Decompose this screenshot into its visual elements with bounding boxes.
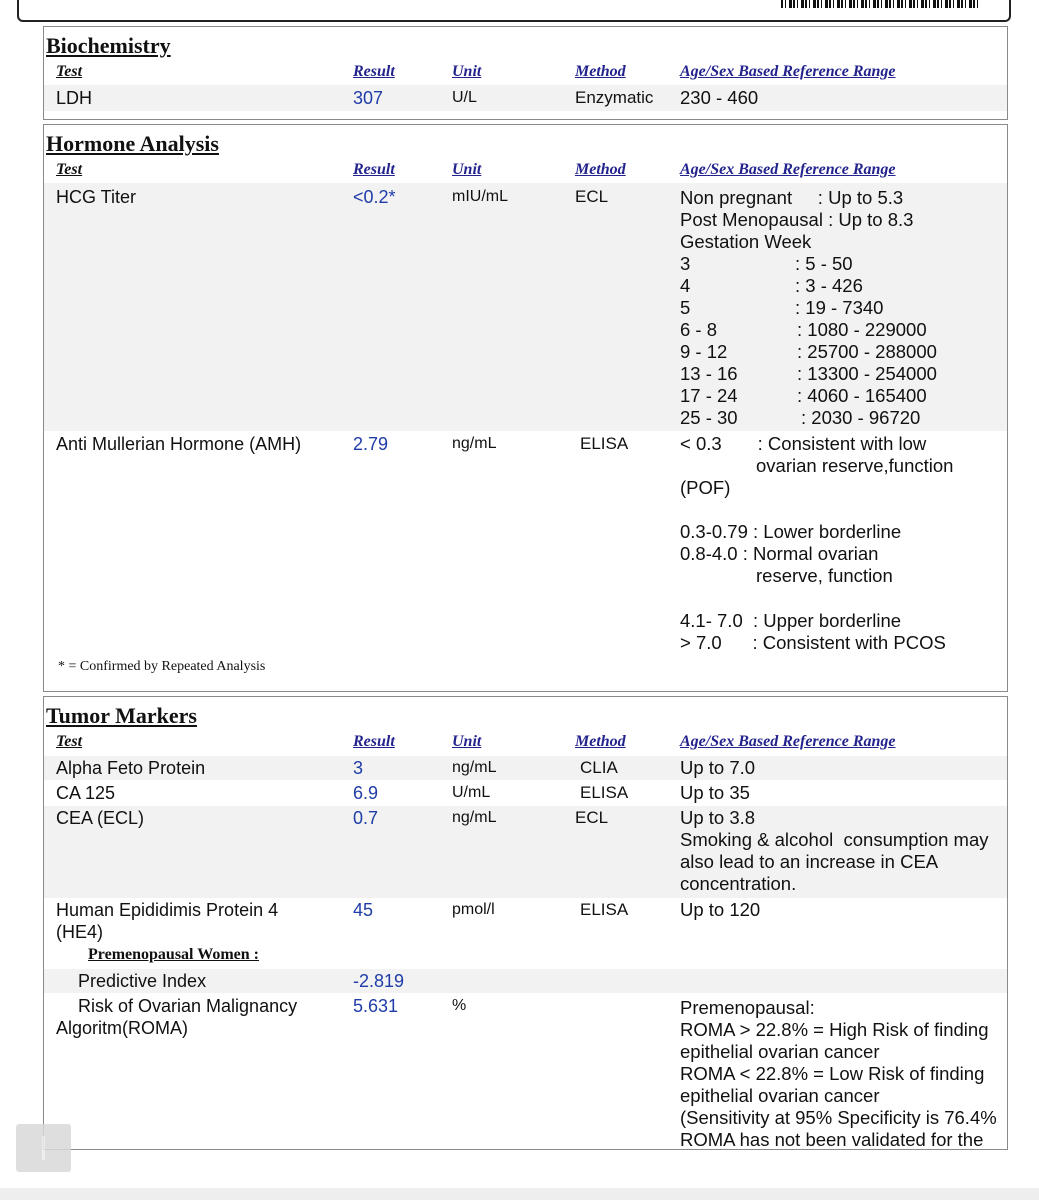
premenopausal-subheading: Premenopausal Women :: [88, 946, 259, 963]
gestation-week: 25 - 30: [680, 407, 738, 428]
unit: mIU/mL: [452, 188, 508, 205]
gestation-week: 13 - 16: [680, 363, 738, 384]
test-name: Predictive Index: [78, 971, 207, 991]
result-value: -2.819: [353, 971, 405, 991]
barcode: [781, 0, 981, 8]
unit: U/L: [452, 89, 477, 106]
reference-line: Up to 3.8: [680, 807, 756, 828]
gestation-week: 17 - 24: [680, 385, 738, 406]
reference-range: Up to 7.0: [680, 757, 756, 778]
table-row: [44, 898, 1007, 968]
footnote: * = Confirmed by Repeated Analysis: [58, 659, 266, 674]
result-value: <0.2*: [353, 187, 396, 207]
reference-line: concentration.: [680, 873, 797, 894]
test-name: CEA (ECL): [56, 808, 145, 828]
gestation-range: : 1080 - 229000: [797, 319, 927, 340]
result-value: 5.631: [353, 996, 399, 1016]
test-name: LDH: [56, 88, 93, 108]
gestation-range: : 2030 - 96720: [801, 407, 921, 428]
method: ECL: [575, 808, 609, 827]
scroll-to-top-button[interactable]: [16, 1124, 71, 1172]
header-method: Method: [575, 161, 626, 178]
section-title: Tumor Markers: [46, 703, 197, 728]
header-method: Method: [575, 733, 626, 750]
table-row: [44, 85, 1007, 111]
header-method: Method: [575, 63, 626, 80]
result-value: 45: [353, 900, 374, 920]
reference-line: epithelial ovarian cancer: [680, 1085, 880, 1106]
unit: ng/mL: [452, 759, 497, 776]
reference-line: reserve, function: [756, 565, 893, 586]
reference-line: ROMA has not been validated for the: [680, 1129, 984, 1150]
section-title: Biochemistry: [46, 33, 171, 58]
reference-line: < 0.3 : Consistent with low: [680, 433, 927, 454]
test-name: Alpha Feto Protein: [56, 758, 206, 778]
biochemistry-section: [43, 26, 1008, 120]
reference-line: Gestation Week: [680, 231, 812, 252]
reference-line: ovarian reserve,function: [756, 455, 954, 476]
test-name: Human Epididimis Protein 4: [56, 900, 279, 920]
header-test: Test: [56, 161, 83, 178]
hormone-analysis-section: [43, 124, 1008, 692]
test-name: CA 125: [56, 783, 116, 803]
gestation-range: : 5 - 50: [795, 253, 853, 274]
gestation-week: 6 - 8: [680, 319, 718, 340]
bottom-bar: [0, 1188, 1039, 1200]
table-row: [44, 431, 1007, 663]
reference-range: 230 - 460: [680, 87, 759, 108]
unit: %: [452, 997, 467, 1014]
unit: pmol/l: [452, 901, 495, 918]
reference-line: ROMA > 22.8% = High Risk of finding: [680, 1019, 989, 1040]
reference-line: Non pregnant : Up to 5.3: [680, 187, 904, 208]
gestation-week: 4: [680, 275, 691, 296]
reference-line: (Sensitivity at 95% Specificity is 76.4%: [680, 1107, 997, 1128]
reference-line: 0.8-4.0 : Normal ovarian: [680, 543, 879, 564]
unit: U/mL: [452, 784, 491, 801]
gestation-range: : 4060 - 165400: [797, 385, 927, 406]
header-result: Result: [353, 63, 395, 80]
table-row: [44, 183, 1007, 431]
reference-line: 4.1- 7.0 : Upper borderline: [680, 610, 902, 631]
table-row: [44, 994, 1007, 1150]
tumor-markers-section: [43, 696, 1008, 1150]
gestation-range: : 25700 - 288000: [797, 341, 937, 362]
reference-line: ROMA < 22.8% = Low Risk of finding: [680, 1063, 985, 1084]
gestation-week: 5: [680, 297, 691, 318]
reference-line: also lead to an increase in CEA: [680, 851, 939, 872]
table-row: [44, 756, 1007, 780]
scroll-up-icon: [42, 1136, 45, 1160]
header-test: Test: [56, 733, 83, 750]
table-row: [44, 969, 1007, 993]
method: ELISA: [580, 434, 629, 453]
reference-line: 0.3-0.79 : Lower borderline: [680, 521, 902, 542]
test-name: (HE4): [56, 922, 104, 942]
reference-line: Smoking & alcohol consumption may: [680, 829, 989, 850]
header-unit: Unit: [452, 733, 482, 750]
test-name: Algoritm(ROMA): [56, 1018, 189, 1038]
header-reference: Age/Sex Based Reference Range: [680, 63, 896, 80]
unit: ng/mL: [452, 435, 497, 452]
gestation-range: : 19 - 7340: [795, 297, 884, 318]
test-name: Risk of Ovarian Malignancy: [78, 996, 298, 1016]
reference-range: Up to 35: [680, 782, 750, 803]
result-value: 2.79: [353, 434, 389, 454]
result-value: 6.9: [353, 783, 379, 803]
gestation-week: 9 - 12: [680, 341, 728, 362]
header-unit: Unit: [452, 63, 482, 80]
unit: ng/mL: [452, 809, 497, 826]
header-reference: Age/Sex Based Reference Range: [680, 161, 896, 178]
method: ECL: [575, 187, 609, 206]
gestation-range: : 3 - 426: [795, 275, 863, 296]
header-result: Result: [353, 161, 395, 178]
reference-line: Post Menopausal : Up to 8.3: [680, 209, 914, 230]
result-value: 0.7: [353, 808, 379, 828]
test-name: HCG Titer: [56, 187, 137, 207]
method: ELISA: [580, 900, 629, 919]
reference-line: Premenopausal:: [680, 997, 815, 1018]
header-result: Result: [353, 733, 395, 750]
test-name: Anti Mullerian Hormone (AMH): [56, 434, 302, 454]
reference-line: epithelial ovarian cancer: [680, 1041, 880, 1062]
table-row: [44, 806, 1007, 898]
table-row: [44, 781, 1007, 805]
gestation-week: 3: [680, 253, 691, 274]
result-value: 307: [353, 88, 384, 108]
header-reference: Age/Sex Based Reference Range: [680, 733, 896, 750]
reference-range: Up to 120: [680, 899, 761, 920]
reference-line: > 7.0 : Consistent with PCOS: [680, 632, 946, 653]
method: CLIA: [580, 758, 618, 777]
section-title: Hormone Analysis: [46, 131, 219, 156]
header-test: Test: [56, 63, 83, 80]
method: ELISA: [580, 783, 629, 802]
reference-line: (POF): [680, 477, 731, 498]
header-unit: Unit: [452, 161, 482, 178]
method: Enzymatic: [575, 88, 654, 107]
result-value: 3: [353, 758, 364, 778]
gestation-range: : 13300 - 254000: [797, 363, 937, 384]
